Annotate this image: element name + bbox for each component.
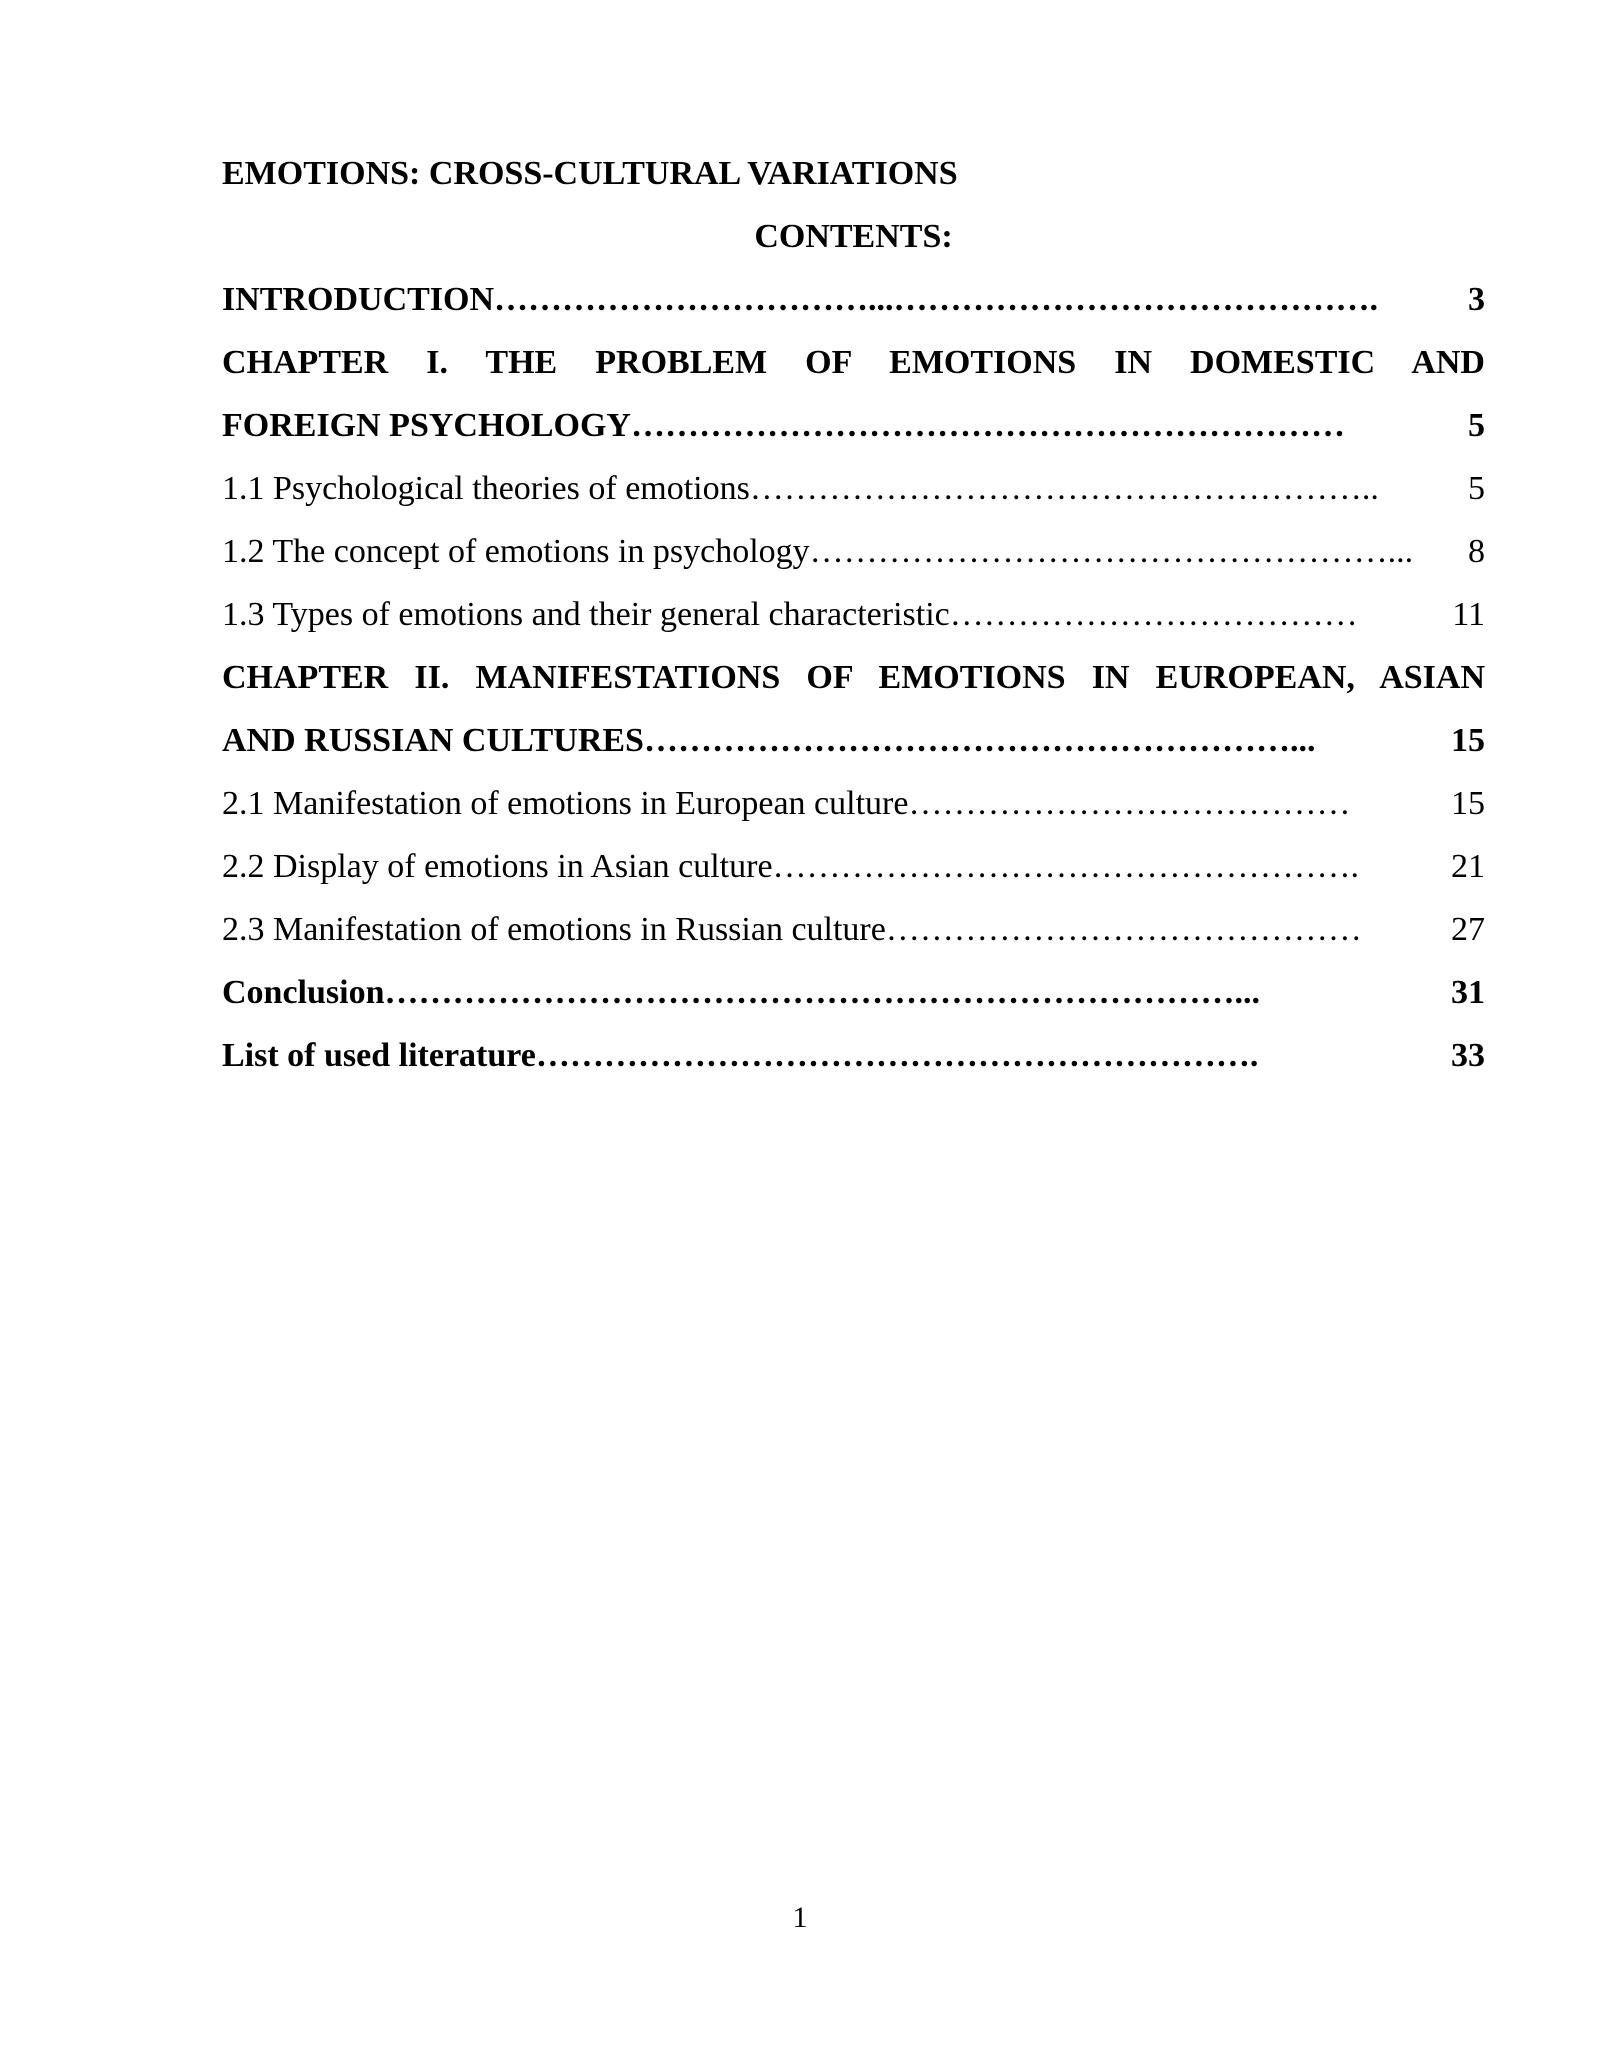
toc-label: 2.1 Manifestation of emotions in European culture: [222, 785, 909, 822]
toc-entry-section-1-2[interactable]: [222, 520, 1485, 583]
toc-entry-conclusion[interactable]: [222, 961, 1485, 1024]
toc-label: List of used literature: [222, 1037, 536, 1074]
toc-leader: ……………………………………: [885, 911, 1362, 948]
toc-label: 1.3 Types of emotions and their general characteristic: [222, 596, 950, 633]
toc-page-number: 11: [1452, 596, 1485, 633]
toc-leader: …………………………………………….: [772, 848, 1360, 885]
toc-page-number: 5: [1468, 407, 1485, 444]
toc-label: Conclusion: [222, 974, 385, 1011]
toc-label: INTRODUCTION: [222, 281, 495, 318]
toc-page-number: 5: [1468, 470, 1485, 507]
toc-page-number: 27: [1451, 911, 1485, 948]
toc-label: FOREIGN PSYCHOLOGY: [222, 407, 631, 444]
toc-entry-section-2-3[interactable]: [222, 898, 1485, 961]
toc-entry-chapter-1-line-2[interactable]: [222, 394, 1485, 457]
toc-leader: …………………………………………………...: [643, 722, 1316, 759]
toc-entry-section-1-3[interactable]: [222, 583, 1485, 646]
toc-label: AND RUSSIAN CULTURES: [222, 722, 644, 759]
toc-entry-chapter-1-line-1[interactable]: CHAPTER I. THE PROBLEM OF EMOTIONS IN DOMESTIC AND: [222, 344, 1485, 381]
toc-leader: ……………………………...…………………………………….: [494, 281, 1379, 318]
toc-leader: ………………………………………………..: [749, 470, 1379, 507]
toc-leader: …………………………………: [908, 785, 1351, 822]
toc-leader: ………………………………………………………: [630, 407, 1345, 444]
toc-leader: ……………………………………………...: [809, 533, 1414, 570]
toc-entry-literature[interactable]: [222, 1024, 1485, 1087]
toc-leader: ………………………………: [949, 596, 1358, 633]
toc-entry-introduction[interactable]: [222, 268, 1485, 331]
toc-label: 1.1 Psychological theories of emotions: [222, 470, 750, 507]
toc-label: 2.3 Manifestation of emotions in Russian culture: [222, 911, 886, 948]
document-title: EMOTIONS: CROSS-CULTURAL VARIATIONS: [222, 155, 958, 192]
toc-page-number: 33: [1451, 1037, 1485, 1074]
toc-entry-chapter-2-line-2[interactable]: [222, 709, 1485, 772]
toc-leader: ……………………………………………………….: [535, 1037, 1259, 1074]
page-content: [222, 142, 1485, 1087]
toc-page-number: 8: [1468, 533, 1485, 570]
toc-page-number: 3: [1468, 281, 1485, 318]
toc-label: 2.2 Display of emotions in Asian culture: [222, 848, 773, 885]
toc-entry-chapter-2-line-1[interactable]: CHAPTER II. MANIFESTATIONS OF EMOTIONS IN EUROPEAN, ASIAN: [222, 659, 1485, 696]
toc-label: 1.2 The concept of emotions in psychology: [222, 533, 810, 570]
toc-leader: …………………………………………………………………...: [384, 974, 1260, 1011]
toc-page-number: 15: [1451, 722, 1485, 759]
toc-page-number: 31: [1451, 974, 1485, 1011]
toc-page-number: 21: [1451, 848, 1485, 885]
toc-entry-section-1-1[interactable]: [222, 457, 1485, 520]
toc-page-number: 15: [1451, 785, 1485, 822]
toc-entry-section-2-1[interactable]: [222, 772, 1485, 835]
toc-entry-section-2-2[interactable]: [222, 835, 1485, 898]
page-number: 1: [792, 1901, 808, 1934]
contents-heading: CONTENTS:: [754, 218, 953, 255]
